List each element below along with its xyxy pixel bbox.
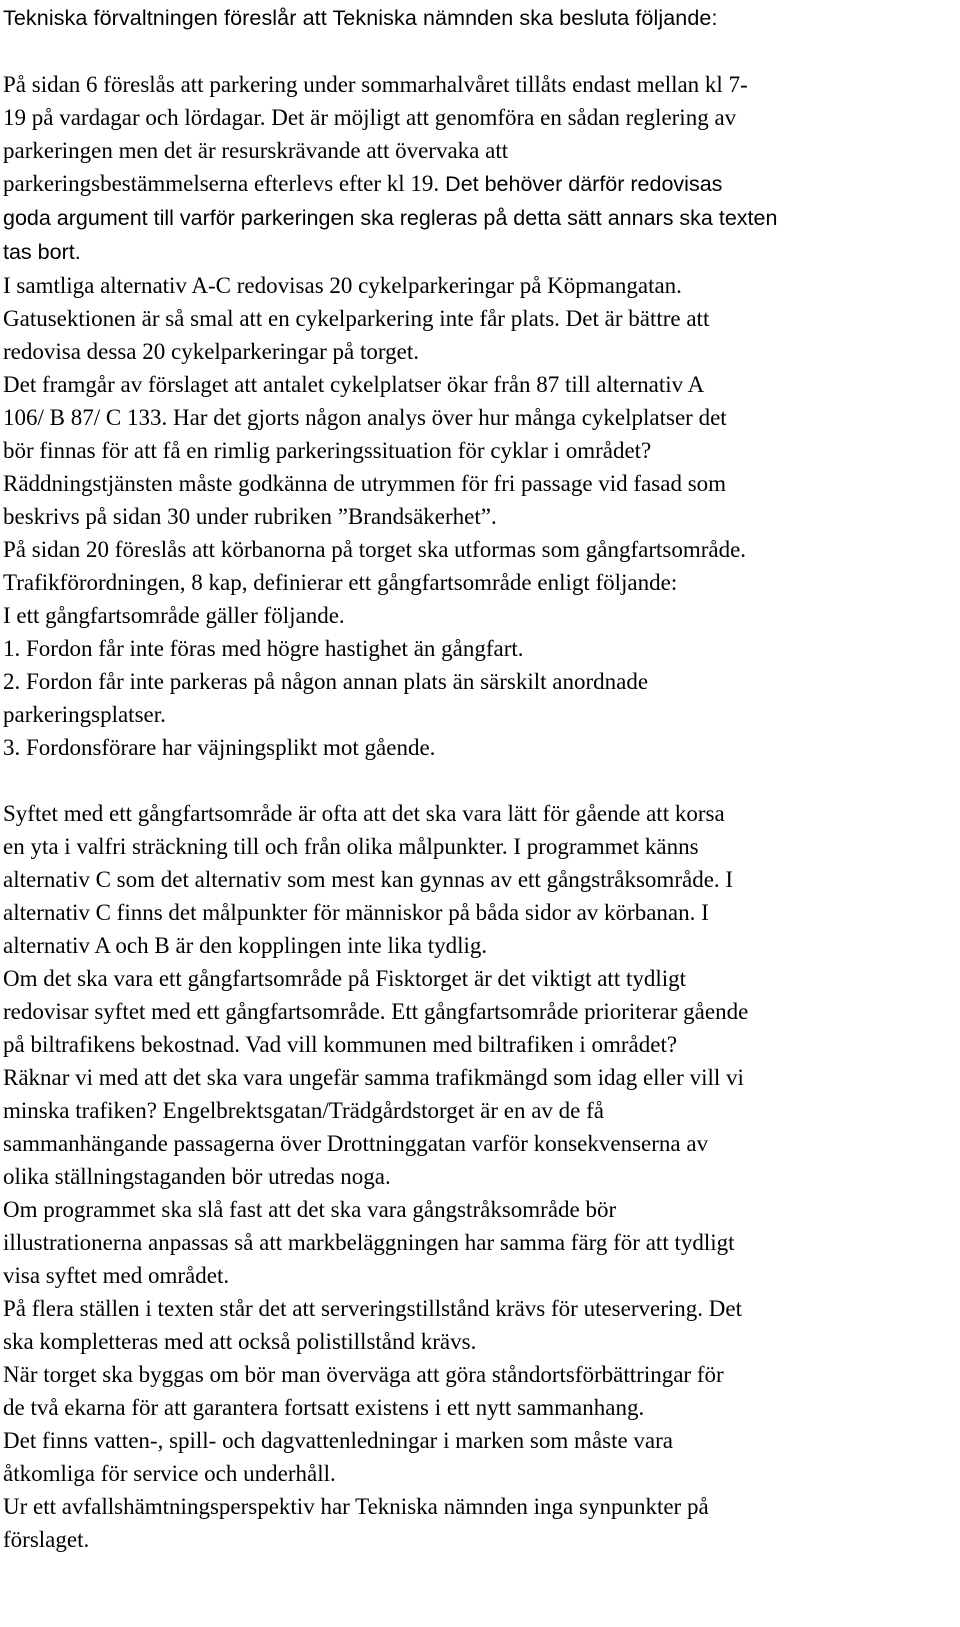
document-heading: Tekniska förvaltningen föreslår att Tekniska nämnden ska besluta följande: (3, 6, 718, 30)
parking-argument-text: Det behöver därför redovisas goda argument till varför parkeringen ska regleras på detta sätt annars ska texten tas bort. (3, 172, 778, 264)
paragraph-cycling-and-pedestrian-zone: I samtliga alternativ A-C redovisas 20 cykelparkeringar på Köpmangatan. Gatusektionen är så smal att en cykelparkering inte får plats. Det är bättre att redovisa dessa 20 cykelparkeringar på torget. Det framgår av förslaget att antalet cykelplatser ökar från 87 till alternativ A 106/ B 87/ C 133. Har det gjorts någon analys över hur många cykelplatser det bör finnas för att få en rimlig parkeringssituation för cyklar i området? Räddningstjänsten måste godkänna de utrymmen för fri passage vid fasad som beskrivs på sidan 30 under rubriken ”Brandsäkerhet”. På sidan 20 föreslås att körbanorna på torget ska utformas som gångfartsområde. Trafikförordningen, 8 kap, definierar ett gångfartsområde enligt följande: I ett gångfartsområde gäller följande. 1. Fordon får inte föras med högre hastighet än gångfart. 2. Fordon får inte parkeras på någon annan plats än särskilt anordnade parkeringsplatser. 3. Fordonsförare har väjningsplikt mot gående. (3, 273, 747, 760)
spacer (3, 35, 960, 68)
spacer (3, 764, 960, 797)
paragraph-purpose-and-remarks: Syftet med ett gångfartsområde är ofta att det ska vara lätt för gående att korsa en yta i valfri sträckning till och från olika målpunkter. I programmet känns alternativ C som det alternativ som mest kan gynnas av ett gångstråksområde. I alternativ C finns det målpunkter för människor på båda sidor av körbanan. I alternativ A och B är den kopplingen inte lika tydlig. Om det ska vara ett gångfartsområde på Fisktorget är det viktigt att tydligt redovisar syftet med ett gångfartsområde. Ett gångfartsområde prioriterar gående på biltrafikens bekostnad. Vad vill kommunen med biltrafiken i området? Räknar vi med att det ska vara ungefär samma trafikmängd som idag eller vill vi minska trafiken? Engelbrektsgatan/Trädgårdstorget är en av de få sammanhängande passagerna över Drottninggatan varför konsekvenserna av olika ställningstaganden bör utredas noga. Om programmet ska slå fast att det ska vara gångstråksområde bör illustrationerna anpassas så att markbeläggningen har samma färg för att tydligt visa syftet med området. På flera ställen i texten står det att serveringstillstånd krävs för uteservering. Det ska kompletteras med att också polistillstånd krävs. När torget ska byggas om bör man överväga att göra ståndortsförbättringar för de två ekarna för att garantera fortsatt existens i ett nytt sammanhang. Det finns vatten-, spill- och dagvattenledningar i marken som måste vara åtkomliga för service och underhåll. Ur ett avfallshämtningsperspektiv har Tekniska nämnden inga synpunkter på förslaget. (3, 801, 749, 1552)
paragraph-parking-and-bicycles (3, 68, 960, 269)
parking-hours-text: På sidan 6 föreslås att parkering under sommarhalvåret tillåts endast mellan kl 7- 19 på vardagar och lördagar. Det är möjligt att genomföra en sådan reglering av parkeringen men det är resurskrävande att övervaka att parkeringsbestämmelserna efterlevs efter kl 19. (3, 72, 748, 196)
